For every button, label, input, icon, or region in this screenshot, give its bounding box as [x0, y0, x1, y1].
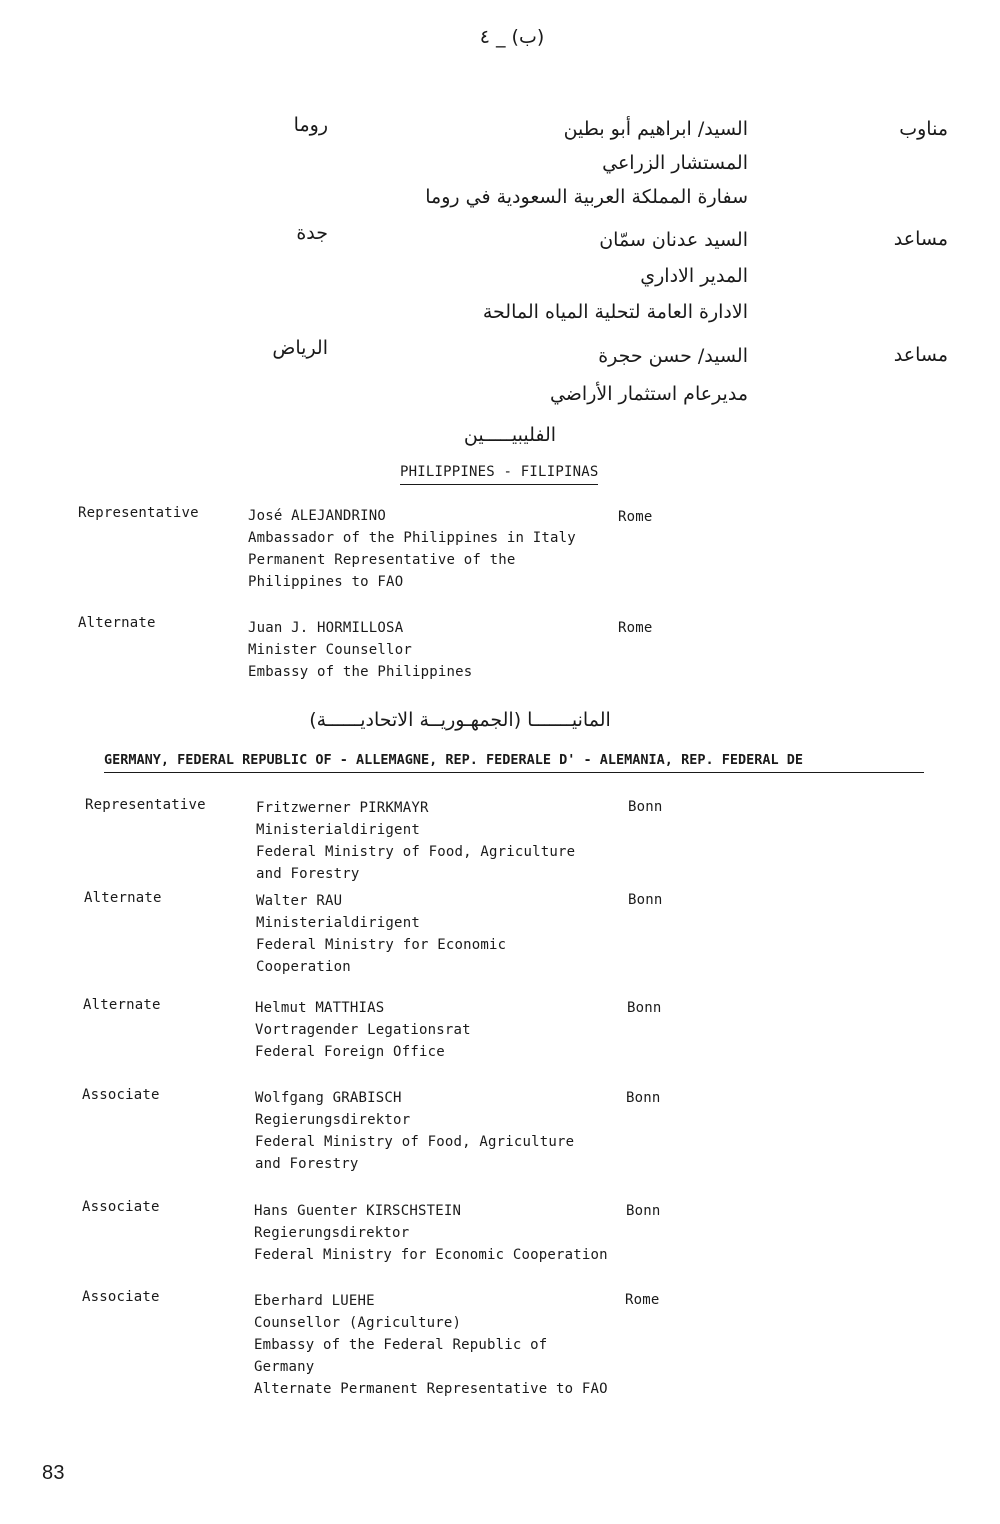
entry-role: Representative — [78, 505, 199, 521]
entry-line: Federal Ministry for Economic Cooperation — [254, 1247, 608, 1263]
arabic-line: الادارة العامة لتحلية المياه المالحة — [482, 301, 748, 323]
arabic-entry-city: جدة — [296, 222, 328, 244]
entry-city: Bonn — [628, 892, 663, 908]
arabic-entry-city: روما — [293, 114, 328, 136]
entry-line: Vortragender Legationsrat — [255, 1022, 471, 1038]
entry-line: Alternate Permanent Representative to FAO — [254, 1381, 608, 1397]
section-title — [400, 464, 598, 480]
arabic-line: مديرعام استثمار الأراضي — [549, 383, 748, 405]
entry-role: Associate — [82, 1087, 160, 1103]
section-title-text: PHILIPPINES - FILIPINAS — [400, 464, 598, 485]
entry-details — [248, 505, 576, 593]
entry-line: Juan J. HORMILLOSA — [248, 620, 404, 636]
entry-line: José ALEJANDRINO — [248, 508, 387, 524]
arabic-line: المدير الاداري — [640, 265, 748, 287]
entry-line: Ambassador of the Philippines in Italy — [248, 530, 576, 546]
entry-line: and Forestry — [255, 1156, 359, 1172]
entry-line: Embassy of the Federal Republic of — [254, 1337, 548, 1353]
entry-city: Rome — [625, 1292, 660, 1308]
entry-role: Associate — [82, 1289, 160, 1305]
entry-line: Eberhard LUEHE — [254, 1293, 375, 1309]
arabic-line: السيد/ حسن حجرة — [598, 345, 748, 367]
arabic-line: السيد/ ابراهيم أبو بطين — [563, 118, 748, 140]
arabic-entry-lines — [348, 337, 748, 413]
entry-role: Representative — [85, 797, 206, 813]
arabic-entry-city: الرياض — [272, 337, 328, 359]
entry-city: Bonn — [626, 1090, 661, 1106]
section-title-text: GERMANY, FEDERAL REPUBLIC OF - ALLEMAGNE, REP. FEDERALE D' - ALEMANIA, REP. FEDERAL DE — [104, 752, 924, 773]
entry-line: Germany — [254, 1359, 315, 1375]
entry-line: and Forestry — [256, 866, 360, 882]
entry-role: Alternate — [84, 890, 162, 906]
entry-line: Counsellor (Agriculture) — [254, 1315, 462, 1331]
page-marker: (ب) _ ٤ — [479, 26, 545, 48]
entry-details — [255, 997, 471, 1063]
section-title-arabic: المانيـــــــا (الجمهـوريــة الاتحاديــــــة) — [309, 709, 611, 731]
entry-line: Fritzwerner PIRKMAYR — [256, 800, 429, 816]
entry-line: Federal Foreign Office — [255, 1044, 445, 1060]
arabic-line: السيد عدنان سمّان — [599, 229, 748, 251]
entry-line: Federal Ministry for Economic — [256, 937, 507, 953]
entry-line: Permanent Representative of the — [248, 552, 516, 568]
arabic-entry-lines — [348, 222, 748, 330]
arabic-entry-role: مناوب — [899, 118, 948, 140]
entry-details — [254, 1200, 608, 1266]
entry-role: Associate — [82, 1199, 160, 1215]
entry-line: Philippines to FAO — [248, 574, 404, 590]
entry-details — [256, 797, 575, 885]
arabic-entry-lines — [348, 112, 748, 214]
arabic-entry-role: مساعد — [893, 228, 948, 250]
entry-line: Hans Guenter KIRSCHSTEIN — [254, 1203, 462, 1219]
page-number: 83 — [42, 1462, 65, 1484]
entry-line: Minister Counsellor — [248, 642, 412, 658]
entry-city: Bonn — [627, 1000, 662, 1016]
entry-line: Helmut MATTHIAS — [255, 1000, 385, 1016]
entry-line: Regierungsdirektor — [254, 1225, 410, 1241]
entry-line: Federal Ministry of Food, Agriculture — [255, 1134, 575, 1150]
entry-city: Rome — [618, 620, 653, 636]
entry-details — [255, 1087, 574, 1175]
arabic-line: المستشار الزراعي — [602, 152, 748, 174]
entry-details — [248, 617, 472, 683]
arabic-entry-role: مساعد — [893, 344, 948, 366]
entry-line: Cooperation — [256, 959, 351, 975]
entry-city: Bonn — [626, 1203, 661, 1219]
entry-role: Alternate — [83, 997, 161, 1013]
entry-details — [254, 1290, 608, 1400]
entry-city: Rome — [618, 509, 653, 525]
entry-line: Ministerialdirigent — [256, 822, 420, 838]
entry-line: Federal Ministry of Food, Agriculture — [256, 844, 576, 860]
entry-line: Ministerialdirigent — [256, 915, 420, 931]
entry-city: Bonn — [628, 799, 663, 815]
arabic-line: سفارة المملكة العربية السعودية في روما — [425, 186, 748, 208]
section-title — [104, 752, 924, 773]
entry-line: Embassy of the Philippines — [248, 664, 473, 680]
entry-details — [256, 890, 506, 978]
entry-line: Regierungsdirektor — [255, 1112, 411, 1128]
entry-role: Alternate — [78, 615, 156, 631]
section-title-arabic: الفليبيـــــين — [463, 424, 557, 446]
entry-line: Wolfgang GRABISCH — [255, 1090, 402, 1106]
entry-line: Walter RAU — [256, 893, 343, 909]
